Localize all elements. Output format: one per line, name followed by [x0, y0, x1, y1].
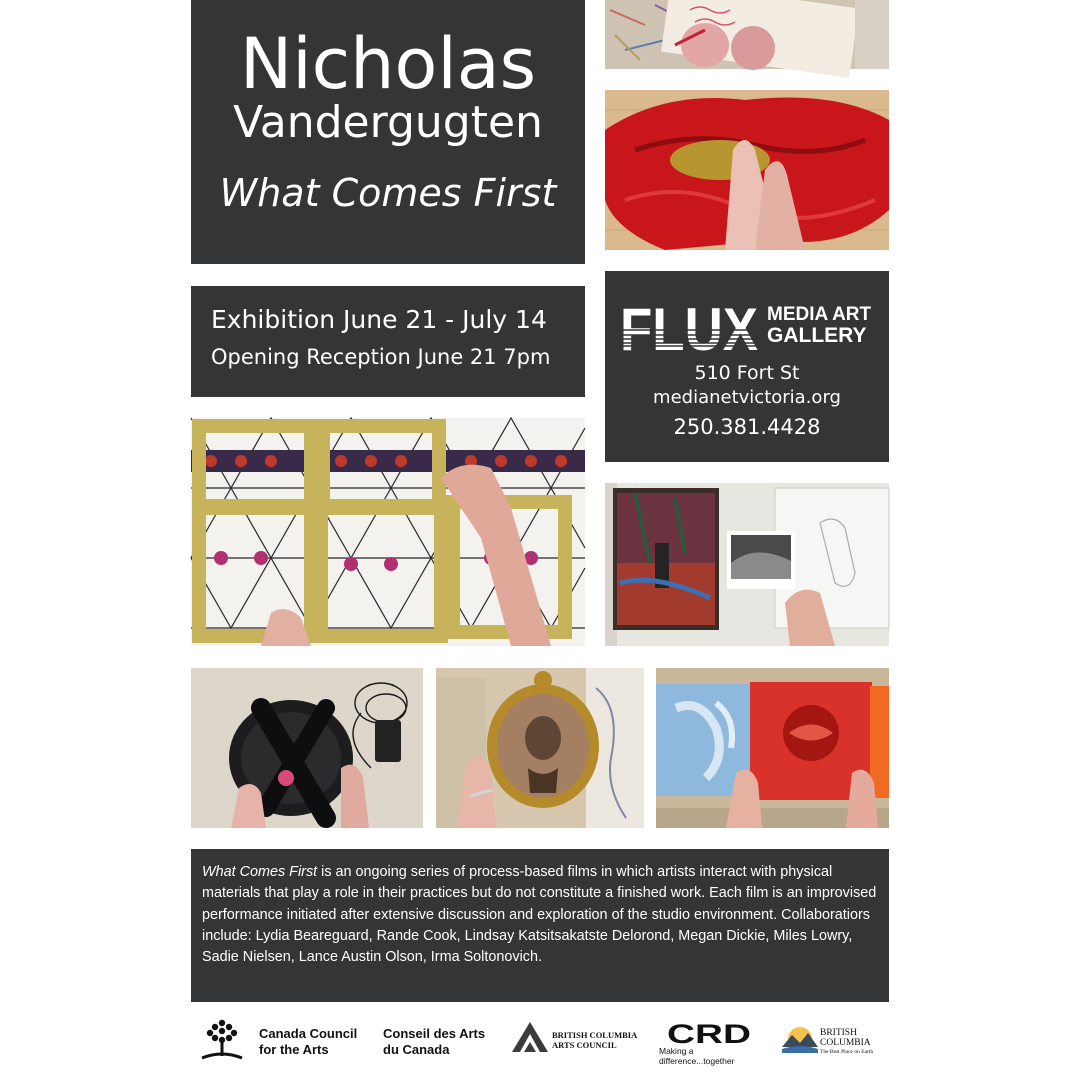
gallery-name-line1: MEDIA ART	[767, 304, 872, 325]
bc-arts-council-logo	[510, 1020, 550, 1054]
photo-brass-stencils	[191, 418, 585, 646]
svg-text:FLUX: FLUX	[620, 296, 758, 363]
canada-council-tree-logo	[199, 1018, 245, 1064]
bc-arts-council-text: BRITISH COLUMBIA ARTS COUNCIL	[552, 1030, 638, 1050]
show-title: What Comes First	[219, 171, 557, 215]
photo-paintings	[605, 483, 889, 646]
bc-government-logo	[782, 1025, 818, 1053]
gallery-phone: 250.381.4428	[673, 415, 821, 439]
canada-council-en: Canada Council for the Arts	[259, 1026, 358, 1057]
exhibition-dates: Exhibition June 21 - July 14	[211, 305, 547, 334]
artist-last-name: Vandergugten	[233, 97, 543, 148]
bc-government-text: BRITISH COLUMBIA	[820, 1028, 871, 1048]
gallery-website[interactable]: medianetvictoria.org	[653, 387, 841, 408]
artist-first-name: Nicholas	[239, 23, 537, 105]
description-text	[202, 862, 886, 968]
crd-tagline: Making a difference...together	[659, 1046, 735, 1066]
photo-writing-hands	[605, 0, 889, 69]
title-panel	[191, 0, 585, 264]
gallery-address: 510 Fort St	[694, 362, 800, 384]
photo-red-cloth	[605, 90, 889, 250]
bc-government-tagline: The Best Place on Earth	[820, 1049, 874, 1055]
svg-text:CRD: CRD	[667, 1019, 751, 1049]
crd-logo	[667, 1019, 753, 1049]
photo-black-tube	[191, 668, 423, 828]
gallery-name-line2: GALLERY	[767, 324, 867, 347]
description-title: What Comes First	[202, 864, 318, 880]
flux-logo	[618, 296, 760, 363]
gallery-panel	[605, 271, 889, 462]
description-panel	[191, 849, 889, 1002]
description-body: is an ongoing series of process-based films in which artists interact with physical materials that play a role in their practices but do not constitute a finished work. Each film is an improvised performance initiated after extensive discussion and exploration of the studio environment. Collaboratiors include: Lydia Beareguard, Rande Cook, Lindsay Katsitsakatste Delorond, Megan Dickie, Miles Lowry, Sadie Nielsen, Lance Austin Olson, Irma Soltonovich.	[202, 864, 877, 966]
dates-panel	[191, 286, 585, 397]
canada-council-fr: Conseil des Arts du Canada	[383, 1026, 486, 1057]
photo-painted-panels	[656, 668, 889, 828]
photo-gold-frame-portrait	[436, 668, 644, 828]
opening-reception: Opening Reception June 21 7pm	[211, 345, 551, 369]
